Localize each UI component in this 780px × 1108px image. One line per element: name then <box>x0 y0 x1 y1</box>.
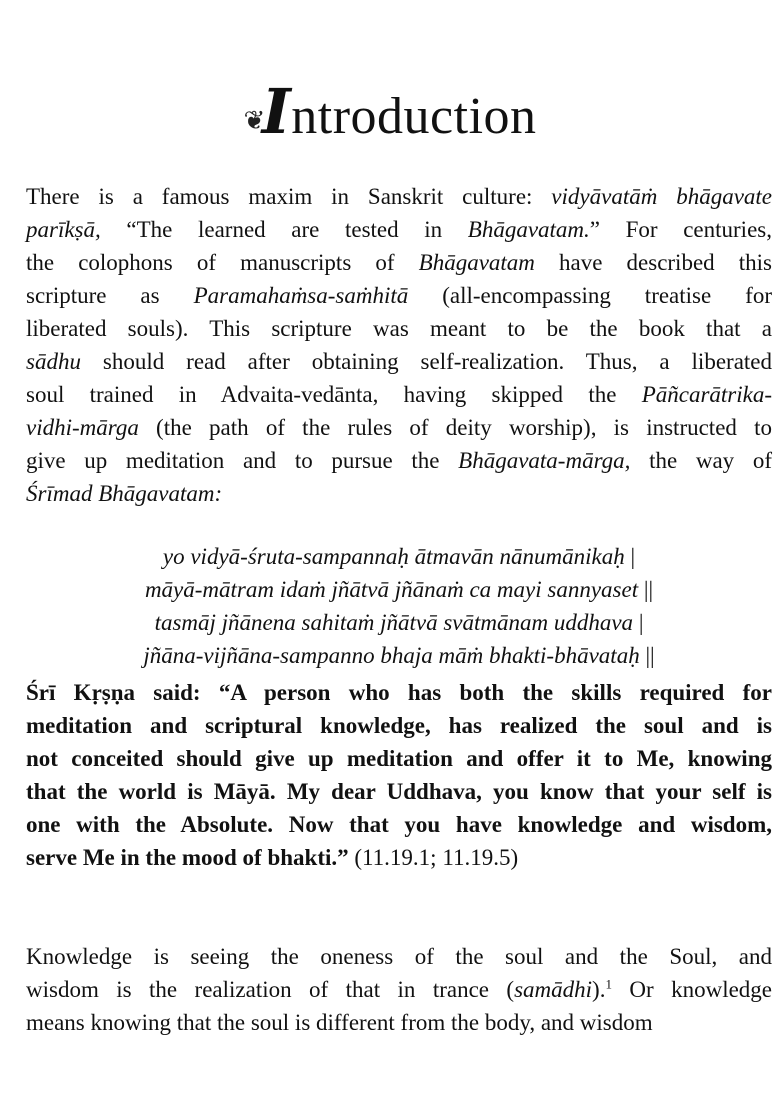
decorative-initial: I <box>261 75 292 148</box>
italic-text: Śrīmad Bhāgavatam: <box>26 481 223 506</box>
sanskrit-verse <box>26 540 772 672</box>
intro-paragraph <box>26 180 772 510</box>
page-title <box>0 72 780 161</box>
text-segment: (11.19.1; 11.19.5) <box>348 845 519 870</box>
italic-text: samādhi <box>514 977 593 1002</box>
text-line <box>26 808 772 841</box>
italic-text: Bhāgavata-mārga, <box>458 448 631 473</box>
text-segment: soul trained in Advaita-vedānta, having skipped the <box>26 382 642 407</box>
text-line <box>26 606 772 639</box>
text-segment: scripture as <box>26 283 194 308</box>
text-segment: liberated souls). This scripture was meant to be the book that a <box>26 316 772 341</box>
text-segment: the colophons of manuscripts of <box>26 250 419 275</box>
italic-text: sādhu <box>26 349 81 374</box>
italic-text: Bhāgavatam <box>418 250 535 275</box>
text-line <box>26 639 772 672</box>
knowledge-paragraph <box>26 940 772 1039</box>
text-line <box>26 444 772 477</box>
italic-text: yo vidyā-śruta-sampannaḥ ātmavān nānumānikaḥ <box>162 544 625 569</box>
text-line <box>26 213 772 246</box>
text-line <box>26 973 772 1006</box>
italic-text: jñāna-vijñāna-sampanno bhaja māṁ bhakti-bhāvataḥ <box>143 643 640 668</box>
text-segment: There is a famous maxim in Sanskrit culture: <box>26 184 552 209</box>
text-segment: not conceited should give up meditation and offer it to Me, knowing <box>26 746 772 771</box>
text-segment: the way of <box>630 448 772 473</box>
text-line <box>26 540 772 573</box>
text-line <box>26 709 772 742</box>
italic-text: vidhi-mārga <box>26 415 139 440</box>
italic-text: Bhāgavatam. <box>467 217 590 242</box>
text-segment: means knowing that the soul is different from the body, and wisdom <box>26 1010 653 1035</box>
text-segment: “The learned are tested in <box>100 217 468 242</box>
text-segment: (the path of the rules of deity worship), is instructed to <box>138 415 772 440</box>
text-line <box>26 312 772 345</box>
text-segment: that the world is Māyā. My dear Uddhava, you know that your self is <box>26 779 772 804</box>
text-line <box>26 378 772 411</box>
text-segment: | <box>624 544 636 569</box>
text-line <box>26 345 772 378</box>
text-line <box>26 841 772 874</box>
text-segment: (all-encompassing treatise for <box>408 283 772 308</box>
footnote-marker: 1 <box>605 976 612 992</box>
text-segment: serve Me in the mood of bhakti.” <box>26 845 349 870</box>
text-segment: have described this <box>534 250 772 275</box>
ornament-flourish-icon: ❦ <box>243 106 266 136</box>
text-segment: ). <box>592 977 606 1002</box>
text-segment: meditation and scriptural knowledge, has realized the soul and is <box>26 713 772 738</box>
text-segment: || <box>638 577 654 602</box>
text-line <box>26 676 772 709</box>
text-line <box>26 940 772 973</box>
text-segment: should read after obtaining self-realization. Thus, a liberated <box>80 349 772 374</box>
text-line <box>26 411 772 444</box>
title-text: ntroduction <box>291 88 537 145</box>
italic-text: Paramahaṁsa-saṁhitā <box>193 283 409 308</box>
text-line <box>26 246 772 279</box>
text-line <box>26 279 772 312</box>
text-line <box>26 477 772 510</box>
text-line <box>26 742 772 775</box>
text-line <box>26 573 772 606</box>
verse-translation <box>26 676 772 874</box>
italic-text: Pāñcarātrika- <box>641 382 772 407</box>
italic-text: vidyāvatāṁ bhāgavate <box>551 184 772 209</box>
text-segment: || <box>639 643 655 668</box>
text-line <box>26 775 772 808</box>
text-line <box>26 1006 772 1039</box>
text-segment: Knowledge is seeing the oneness of the soul and the Soul, and <box>26 944 772 969</box>
text-segment: give up meditation and to pursue the <box>26 448 459 473</box>
text-line <box>26 180 772 213</box>
text-segment: one with the Absolute. Now that you have knowledge and wisdom, <box>26 812 772 837</box>
italic-text: tasmāj jñānena sahitaṁ jñātvā svātmānam uddhava <box>154 610 634 635</box>
italic-text: māyā-mātram idaṁ jñātvā jñānaṁ ca mayi sannyaset <box>144 577 639 602</box>
text-segment: wisdom is the realization of that in trance ( <box>26 977 515 1002</box>
italic-text: parīkṣā, <box>26 217 101 242</box>
text-segment: | <box>633 610 644 635</box>
text-segment: Śrī Kṛṣṇa said: “A person who has both the skills required for <box>26 680 772 705</box>
text-segment: ” For centuries, <box>589 217 772 242</box>
text-segment: Or knowledge <box>611 977 772 1002</box>
